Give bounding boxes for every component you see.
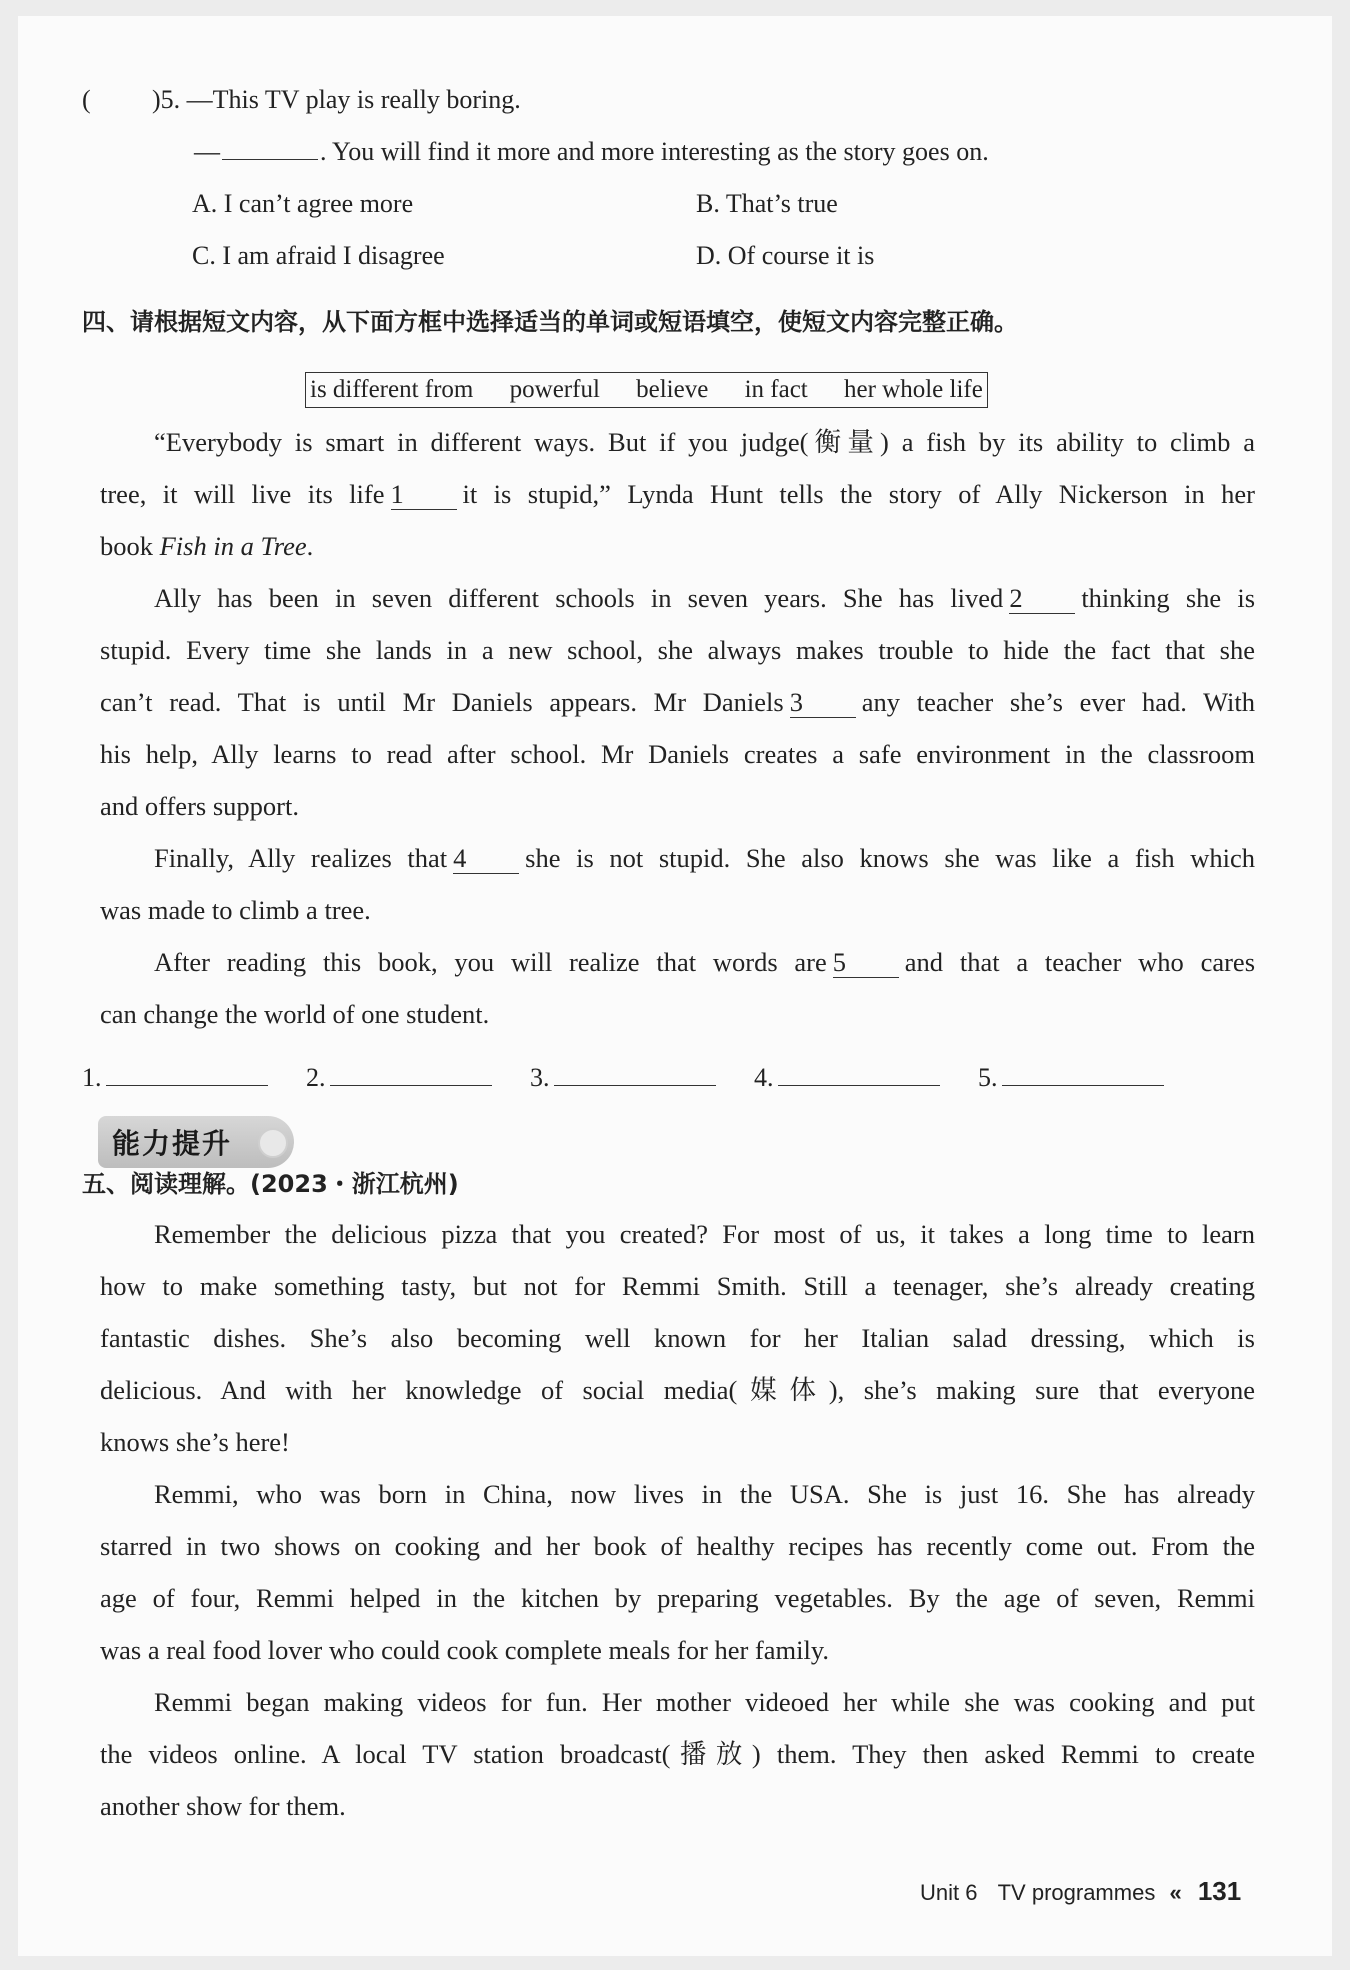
passage-line (100, 676, 1255, 728)
q5-stem: )5. —This TV play is really boring. (152, 85, 521, 114)
page-footer (920, 1871, 1241, 1913)
passage-line (100, 780, 1255, 832)
ability-banner (98, 1116, 294, 1168)
passage-text: was made to climb a tree. (100, 895, 371, 925)
passage-line (100, 988, 1255, 1040)
reading-line: age of four, Remmi helped in the kitchen by preparing vegetables. By the age of seven, Remmi (100, 1583, 1255, 1613)
lightbulb-icon (258, 1128, 288, 1158)
reading-line: fantastic dishes. She’s also becoming well known for her Italian salad dressing, which is (100, 1323, 1255, 1353)
word-option: in fact (744, 376, 808, 403)
q5-option-b: B. That’s true (696, 189, 838, 218)
passage-text: can’t read. That is until Mr Daniels appears. Mr Daniels (100, 687, 784, 717)
passage-text: “Everybody is smart in different ways. But if you judge(衡量) a fish by its ability to climb a (154, 427, 1255, 457)
passage-text: . (306, 531, 314, 561)
word-option: believe (636, 376, 709, 403)
q5-option-c: C. I am afraid I disagree (192, 241, 445, 270)
blank-1[interactable]: 1 (391, 479, 457, 510)
passage-text: stupid. Every time she lands in a new school, she always makes trouble to hide the fact that she (100, 635, 1255, 665)
banner-label: 能力提升 (112, 1127, 233, 1160)
chevron-left-icon: « (1169, 1880, 1182, 1905)
passage-line (100, 520, 1255, 572)
passage-text: After reading this book, you will realize that words are (154, 947, 827, 977)
passage-line (154, 572, 1255, 624)
passage-text: and offers support. (100, 791, 299, 821)
passage-text: Ally has been in seven different schools in seven years. She has lived (154, 583, 1004, 613)
blank-3[interactable]: 3 (790, 687, 856, 718)
reading-line: Remmi began making videos for fun. Her mother videoed her while she was cooking and put (154, 1687, 1255, 1717)
reading-line: knows she’s here! (100, 1427, 290, 1457)
passage-line (100, 728, 1255, 780)
word-box (305, 372, 988, 408)
answer-blank-2[interactable]: 2. (306, 1058, 492, 1098)
q5-option-a: A. I can’t agree more (192, 189, 414, 218)
q5-paren: ( (82, 85, 91, 114)
book-title: Fish in a Tree (159, 531, 307, 561)
blank-4[interactable]: 4 (453, 843, 519, 874)
q5-dash: — (194, 137, 220, 166)
blank-2[interactable]: 2 (1009, 583, 1075, 614)
page-number: 131 (1197, 1876, 1242, 1906)
passage-line (100, 468, 1255, 520)
footer-unit: Unit 6 (920, 1880, 978, 1905)
passage-text: tree, it will live its life (100, 479, 385, 509)
passage-line (100, 624, 1255, 676)
q5-option-d: D. Of course it is (696, 241, 875, 270)
passage-text: book (100, 531, 153, 561)
reading-line: Remember the delicious pizza that you created? For most of us, it takes a long time to learn (154, 1219, 1255, 1249)
passage-text: it is stupid,” Lynda Hunt tells the story of Ally Nickerson in her (462, 479, 1256, 509)
section5-heading: 五、阅读理解。(2023・浙江杭州) (82, 1170, 459, 1198)
passage-text: Finally, Ally realizes that (154, 843, 448, 873)
word-option: powerful (509, 376, 600, 403)
reading-line: starred in two shows on cooking and her book of healthy recipes has recently come out. From the (100, 1531, 1255, 1561)
word-option: is different from (310, 376, 474, 403)
passage-text: thinking she is (1081, 583, 1256, 613)
reading-line: was a real food lover who could cook complete meals for her family. (100, 1635, 829, 1665)
passage-text: any teacher she’s ever had. With (861, 687, 1255, 717)
blank-5[interactable]: 5 (833, 947, 899, 978)
textbook-page (18, 16, 1332, 1956)
answer-blank-3[interactable]: 3. (530, 1058, 716, 1098)
passage-line (154, 832, 1255, 884)
reading-line: how to make something tasty, but not for Remmi Smith. Still a teenager, she’s already creating (100, 1271, 1255, 1301)
passage-text: his help, Ally learns to read after school. Mr Daniels creates a safe environment in the classroom (100, 739, 1255, 769)
answer-blank-5[interactable]: 5. (978, 1058, 1164, 1098)
passage-text: and that a teacher who cares (904, 947, 1256, 977)
answer-blank-4[interactable]: 4. (754, 1058, 940, 1098)
section4-heading: 四、请根据短文内容，从下面方框中选择适当的单词或短语填空，使短文内容完整正确。 (82, 308, 1018, 336)
word-option: her whole life (844, 376, 983, 403)
passage-text: can change the world of one student. (100, 999, 490, 1029)
reading-line: the videos online. A local TV station broadcast(播放) them. They then asked Remmi to create (100, 1739, 1255, 1769)
q5-blank[interactable] (222, 159, 318, 160)
footer-title: TV programmes (997, 1880, 1156, 1905)
answer-blank-1[interactable]: 1. (82, 1058, 268, 1098)
passage-line (100, 884, 1255, 936)
reading-line: Remmi, who was born in China, now lives in the USA. She is just 16. She has already (154, 1479, 1255, 1509)
q5-reply: . You will find it more and more interesting as the story goes on. (320, 137, 989, 166)
q5-reply-line (194, 126, 989, 178)
reading-line: another show for them. (100, 1791, 346, 1821)
passage-text: she is not stupid. She also knows she was like a fish which (525, 843, 1255, 873)
passage-line (154, 416, 1255, 468)
passage-line (154, 936, 1255, 988)
reading-line: delicious. And with her knowledge of social media(媒体), she’s making sure that everyone (100, 1375, 1255, 1405)
